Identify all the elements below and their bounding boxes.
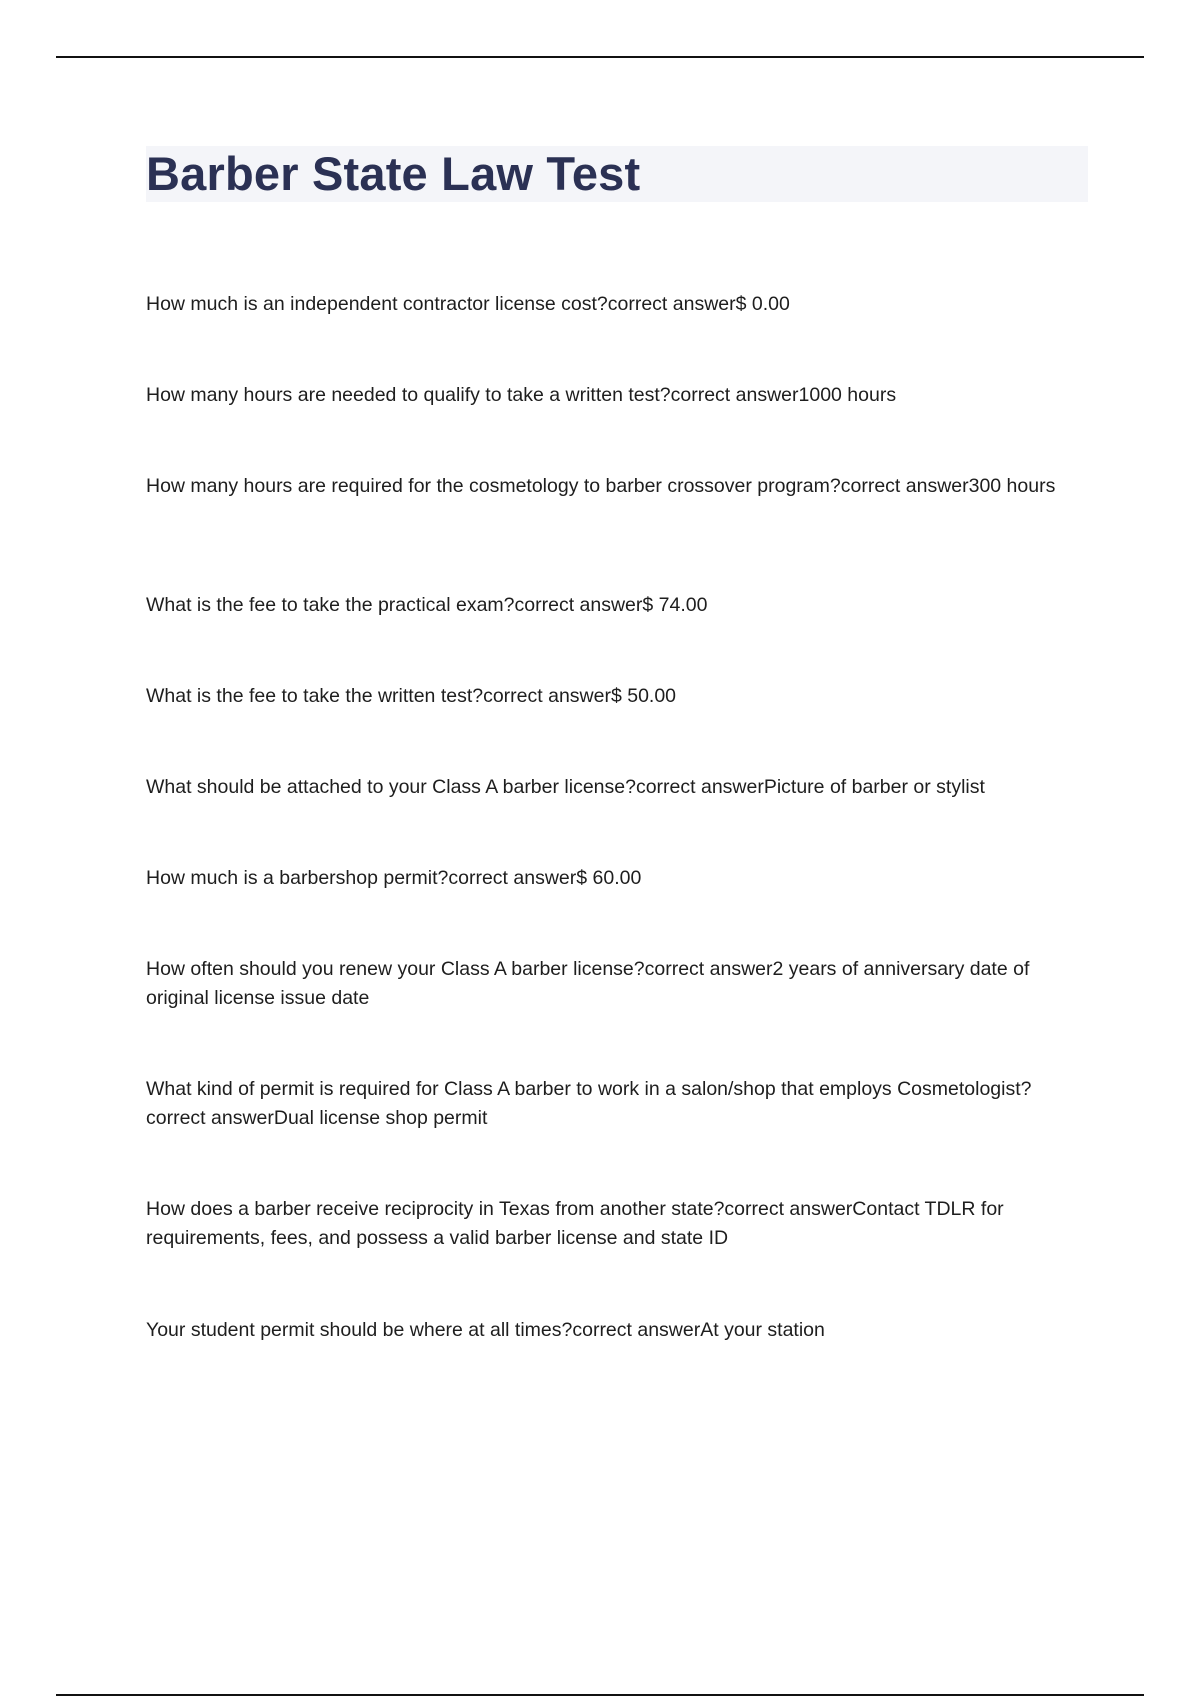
qa-item: What is the fee to take the practical exam?correct answer$ 74.00 <box>146 594 708 616</box>
qa-item: What should be attached to your Class A barber license?correct answerPicture of barber or stylist <box>146 776 985 798</box>
document-title: Barber State Law Test <box>146 147 641 200</box>
bottom-divider <box>56 1694 1144 1696</box>
qa-item: How does a barber receive reciprocity in Texas from another state?correct answerContact TDLR for requirements, fees, and possess a valid barber license and state ID <box>146 1198 1004 1249</box>
qa-item: How many hours are needed to qualify to take a written test?correct answer1000 hours <box>146 384 897 406</box>
qa-item: How often should you renew your Class A barber license?correct answer2 years of anniversary date of original license issue date <box>146 958 1030 1009</box>
qa-item: Your student permit should be where at all times?correct answerAt your station <box>146 1319 825 1341</box>
qa-item: How much is a barbershop permit?correct answer$ 60.00 <box>146 867 642 889</box>
qa-item: What is the fee to take the written test?correct answer$ 50.00 <box>146 685 677 707</box>
qa-item: How much is an independent contractor license cost?correct answer$ 0.00 <box>146 293 790 315</box>
qa-item: What kind of permit is required for Class A barber to work in a salon/shop that employs Cosmetologist?correct answerDual license shop permit <box>146 1078 1032 1129</box>
top-divider <box>56 56 1144 58</box>
qa-item: How many hours are required for the cosmetology to barber crossover program?correct answer300 hours <box>146 475 1056 497</box>
